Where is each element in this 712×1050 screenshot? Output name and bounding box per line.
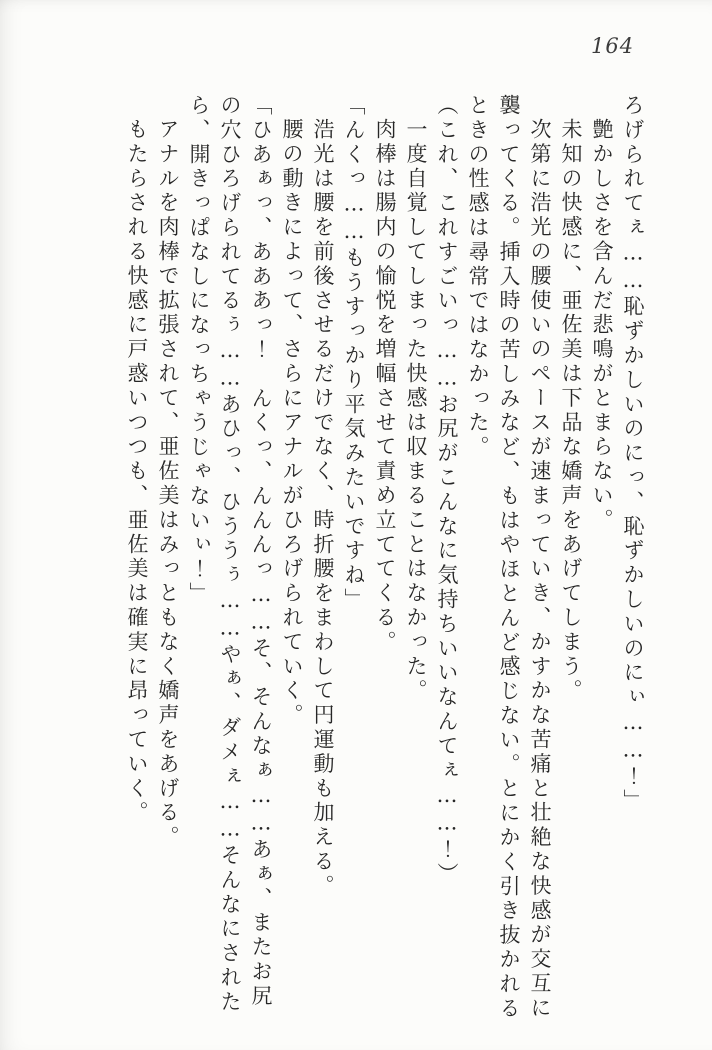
page-text [98,94,648,1030]
paragraph: 「ひあぁっ、あああっ！ んくっ、んんんっ……そ、そんなぁ……あぁ、またお尻の穴ひろげられてるぅ……あひっ、ひううぅ……やぁ、ダメぇ……そんなにされたら、開きっぱなしになっちゃうじゃないぃ！」 [187,94,273,1015]
paragraph: 艶かしさを含んだ悲鳴がとまらない。 [590,118,614,534]
paragraph: 腰の動きによって、さらにアナルがひろげられていく。 [280,118,304,729]
paragraph: 未知の快感に、亜佐美は下品な嬌声をあげてしまう。 [559,118,583,704]
paragraph: （これ、これすごいっ……お尻がこんなに気持ちいいなんてぇ……！） [435,94,459,887]
page-number: 164 [591,34,635,58]
paragraph: 次第に浩光の腰使いのペースが速まっていき、かすかな苦痛と壮絶な快感が交互に襲ってくる。挿入時の苦しみなど、もはやほとんど感じない。とにかく引き抜かれるときの性感は尋常ではなかった。 [466,94,552,1022]
paragraph: 一度自覚してしまった快感は収まることはなかった。 [404,118,428,704]
paragraph: 肉棒は腸内の愉悦を増幅させて責め立ててくる。 [373,118,397,656]
paragraph: 「んくっ……もうすっかり平気みたいですね」 [342,94,366,613]
paragraph: アナルを肉棒で拡張されて、亜佐美はみっともなく嬌声をあげる。 [156,118,180,851]
paragraph: もたらされる快感に戸惑いつつも、亜佐美は確実に昂っていく。 [125,118,149,826]
paragraph: ろげられてぇ……恥ずかしいのにっ、恥ずかしいのにぃ……！」 [621,94,645,814]
paragraph: 浩光は腰を前後させるだけでなく、時折腰をまわして円運動も加える。 [311,118,335,900]
